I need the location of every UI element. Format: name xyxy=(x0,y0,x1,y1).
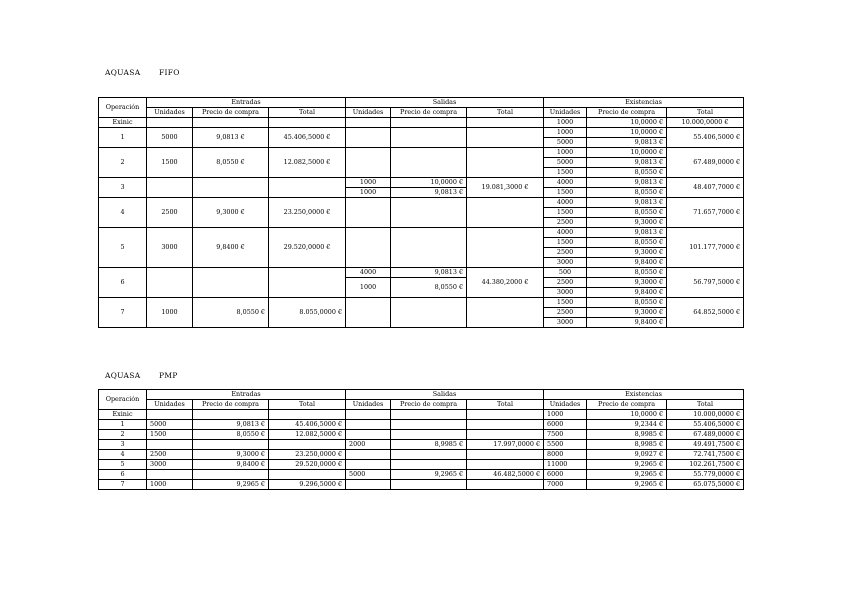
stock-total: 55.779,0000 € xyxy=(667,470,744,480)
stock-units: 1000 xyxy=(544,118,587,128)
in-units: 1000 xyxy=(147,480,193,490)
in-units: 3000 xyxy=(147,460,193,470)
stock-price: 9,0813 € xyxy=(587,228,667,238)
pmp-method: PMP xyxy=(159,371,178,380)
out-units: 1000 xyxy=(346,178,391,188)
stock-total: 67.489,0000 € xyxy=(667,430,744,440)
table-row xyxy=(99,228,744,238)
in-total xyxy=(269,178,346,198)
in-price: 9,2965 € xyxy=(193,480,269,490)
stock-total: 56.797,5000 € xyxy=(667,268,744,298)
stock-total: 55.406,5000 € xyxy=(667,128,744,148)
stock-price: 9,3000 € xyxy=(587,218,667,228)
stock-price: 10,0000 € xyxy=(587,128,667,138)
operation-cell: 3 xyxy=(99,440,147,450)
empty-cell xyxy=(391,118,467,128)
stock-units: 2500 xyxy=(544,308,587,318)
header-units: Unidades xyxy=(147,108,193,118)
out-price xyxy=(391,480,467,490)
out-total xyxy=(467,148,544,178)
stock-units: 1000 xyxy=(544,410,587,420)
in-price: 9,8400 € xyxy=(193,228,269,268)
in-units: 3000 xyxy=(147,228,193,268)
stock-total: 64.852,5000 € xyxy=(667,298,744,328)
stock-units: 5500 xyxy=(544,440,587,450)
header-entradas: Entradas xyxy=(147,390,346,400)
header-total: Total xyxy=(667,400,744,410)
header-row-groups xyxy=(99,390,744,400)
operation-cell: 2 xyxy=(99,148,147,178)
out-price: 9,2965 € xyxy=(391,470,467,480)
header-units: Unidades xyxy=(544,400,587,410)
out-price xyxy=(391,198,467,228)
stock-units: 1500 xyxy=(544,188,587,198)
out-units xyxy=(346,460,391,470)
stock-units: 500 xyxy=(544,268,587,278)
header-salidas: Salidas xyxy=(346,98,544,108)
out-total xyxy=(467,450,544,460)
header-price: Precio de compra xyxy=(193,108,269,118)
stock-units: 7000 xyxy=(544,480,587,490)
in-units xyxy=(147,268,193,298)
out-price xyxy=(391,430,467,440)
fifo-table xyxy=(98,97,744,328)
table-row xyxy=(99,450,744,460)
out-price xyxy=(391,410,467,420)
header-units: Unidades xyxy=(544,108,587,118)
header-existencias: Existencias xyxy=(544,390,744,400)
out-units: 4000 xyxy=(346,268,391,278)
out-units: 2000 xyxy=(346,440,391,450)
in-units: 5000 xyxy=(147,420,193,430)
in-units xyxy=(147,470,193,480)
stock-price: 9,3000 € xyxy=(587,248,667,258)
table-row xyxy=(99,148,744,158)
stock-price: 9,2965 € xyxy=(587,480,667,490)
stock-units: 6000 xyxy=(544,470,587,480)
stock-price: 9,0813 € xyxy=(587,138,667,148)
out-price xyxy=(391,460,467,470)
out-units xyxy=(346,148,391,178)
in-price xyxy=(193,440,269,450)
stock-units: 3000 xyxy=(544,288,587,298)
stock-units: 7500 xyxy=(544,430,587,440)
stock-price: 8,0550 € xyxy=(587,268,667,278)
empty-cell xyxy=(193,118,269,128)
in-units xyxy=(147,410,193,420)
out-total xyxy=(467,128,544,148)
table-row xyxy=(99,118,744,128)
in-units xyxy=(147,440,193,450)
stock-total: 67.489,0000 € xyxy=(667,148,744,178)
header-total: Total xyxy=(667,108,744,118)
operation-cell: 7 xyxy=(99,480,147,490)
in-total: 45.406,5000 € xyxy=(269,420,346,430)
out-total: 17.997,0000 € xyxy=(467,440,544,450)
operation-cell: 6 xyxy=(99,268,147,298)
out-price: 9,0813 € xyxy=(391,268,467,278)
in-total: 29.520,0000 € xyxy=(269,228,346,268)
stock-price: 9,2965 € xyxy=(587,470,667,480)
stock-total: 55.406,5000 € xyxy=(667,420,744,430)
header-total: Total xyxy=(269,400,346,410)
stock-units: 4000 xyxy=(544,198,587,208)
header-row-columns xyxy=(99,400,744,410)
stock-units: 1500 xyxy=(544,238,587,248)
pmp-title xyxy=(105,371,178,380)
header-units: Unidades xyxy=(346,108,391,118)
out-total: 19.081,3000 € xyxy=(467,178,544,198)
stock-units: 11000 xyxy=(544,460,587,470)
table-row xyxy=(99,440,744,450)
stock-units: 2500 xyxy=(544,278,587,288)
out-units xyxy=(346,228,391,268)
out-units xyxy=(346,430,391,440)
in-total xyxy=(269,470,346,480)
out-price: 10,0000 € xyxy=(391,178,467,188)
operation-cell: Exinic xyxy=(99,410,147,420)
in-units xyxy=(147,178,193,198)
header-row-columns xyxy=(99,108,744,118)
stock-price: 8,0550 € xyxy=(587,188,667,198)
table-row xyxy=(99,268,744,278)
stock-price: 9,3000 € xyxy=(587,278,667,288)
fifo-method: FIFO xyxy=(159,68,180,77)
stock-units: 3000 xyxy=(544,318,587,328)
out-units xyxy=(346,198,391,228)
stock-total: 65.075,5000 € xyxy=(667,480,744,490)
in-total: 12.082,5000 € xyxy=(269,430,346,440)
operation-cell: 3 xyxy=(99,178,147,198)
stock-units: 5000 xyxy=(544,158,587,168)
stock-units: 4000 xyxy=(544,178,587,188)
header-price: Precio de compra xyxy=(193,400,269,410)
in-total xyxy=(269,268,346,298)
out-total: 46.482,5000 € xyxy=(467,470,544,480)
table-row xyxy=(99,198,744,208)
empty-cell xyxy=(147,118,193,128)
operation-cell: 4 xyxy=(99,450,147,460)
stock-price: 8,9985 € xyxy=(587,430,667,440)
header-row-groups xyxy=(99,98,744,108)
out-units: 1000 xyxy=(346,278,391,298)
stock-units: 1000 xyxy=(544,128,587,138)
out-total xyxy=(467,298,544,328)
in-total: 23.250,0000 € xyxy=(269,450,346,460)
in-units: 1000 xyxy=(147,298,193,328)
header-entradas: Entradas xyxy=(147,98,346,108)
in-total xyxy=(269,440,346,450)
stock-units: 3000 xyxy=(544,258,587,268)
in-total: 9.296,5000 € xyxy=(269,480,346,490)
out-total xyxy=(467,410,544,420)
out-units xyxy=(346,410,391,420)
out-units: 5000 xyxy=(346,470,391,480)
stock-total: 102.261,7500 € xyxy=(667,460,744,470)
in-price: 9,3000 € xyxy=(193,450,269,460)
table-row xyxy=(99,420,744,430)
in-price xyxy=(193,470,269,480)
stock-units: 1500 xyxy=(544,298,587,308)
header-price: Precio de compra xyxy=(587,400,667,410)
in-price: 9,8400 € xyxy=(193,460,269,470)
header-price: Precio de compra xyxy=(587,108,667,118)
fifo-table-body xyxy=(99,98,744,328)
in-total: 45.406,5000 € xyxy=(269,128,346,148)
header-units: Unidades xyxy=(147,400,193,410)
header-operation: Operación xyxy=(99,390,147,410)
out-price xyxy=(391,228,467,268)
stock-price: 8,0550 € xyxy=(587,298,667,308)
table-row xyxy=(99,480,744,490)
empty-cell xyxy=(467,118,544,128)
in-units: 1500 xyxy=(147,148,193,178)
in-price xyxy=(193,178,269,198)
operation-cell: 5 xyxy=(99,460,147,470)
stock-units: 5000 xyxy=(544,138,587,148)
out-units xyxy=(346,128,391,148)
stock-total: 49.491,7500 € xyxy=(667,440,744,450)
in-price: 8,0550 € xyxy=(193,430,269,440)
header-units: Unidades xyxy=(346,400,391,410)
header-total: Total xyxy=(467,108,544,118)
empty-cell xyxy=(346,118,391,128)
empty-cell xyxy=(269,118,346,128)
table-row xyxy=(99,430,744,440)
stock-total: 48.407,7000 € xyxy=(667,178,744,198)
in-total: 29.520,0000 € xyxy=(269,460,346,470)
stock-price: 9,2344 € xyxy=(587,420,667,430)
out-price: 8,0550 € xyxy=(391,278,467,298)
stock-price: 9,8400 € xyxy=(587,258,667,268)
header-total: Total xyxy=(269,108,346,118)
out-units xyxy=(346,420,391,430)
stock-price: 9,0813 € xyxy=(587,198,667,208)
header-operation: Operación xyxy=(99,98,147,118)
out-price xyxy=(391,148,467,178)
table-row xyxy=(99,470,744,480)
out-price: 8,9985 € xyxy=(391,440,467,450)
stock-price: 9,8400 € xyxy=(587,288,667,298)
in-units: 5000 xyxy=(147,128,193,148)
in-price: 9,0813 € xyxy=(193,420,269,430)
in-price xyxy=(193,268,269,298)
out-price xyxy=(391,298,467,328)
stock-price: 8,9985 € xyxy=(587,440,667,450)
out-total xyxy=(467,420,544,430)
in-total: 23.250,0000 € xyxy=(269,198,346,228)
operation-cell: 2 xyxy=(99,430,147,440)
header-existencias: Existencias xyxy=(544,98,744,108)
header-total: Total xyxy=(467,400,544,410)
in-units: 2500 xyxy=(147,198,193,228)
in-units: 1500 xyxy=(147,430,193,440)
stock-total: 10.000,0000 € xyxy=(667,410,744,420)
in-price: 8,0550 € xyxy=(193,148,269,178)
stock-total: 10.000,0000 € xyxy=(667,118,744,128)
table-row xyxy=(99,410,744,420)
table-row xyxy=(99,298,744,308)
stock-units: 8000 xyxy=(544,450,587,460)
in-total xyxy=(269,410,346,420)
in-units: 2500 xyxy=(147,450,193,460)
stock-units: 1000 xyxy=(544,148,587,158)
stock-price: 9,0813 € xyxy=(587,158,667,168)
stock-price: 8,0550 € xyxy=(587,238,667,248)
operation-cell: 1 xyxy=(99,420,147,430)
out-price xyxy=(391,420,467,430)
header-price: Precio de compra xyxy=(391,400,467,410)
stock-price: 9,2965 € xyxy=(587,460,667,470)
fifo-title xyxy=(105,68,180,77)
stock-price: 10,0000 € xyxy=(587,410,667,420)
stock-price: 9,0813 € xyxy=(587,178,667,188)
stock-units: 2500 xyxy=(544,218,587,228)
out-total xyxy=(467,430,544,440)
table-row xyxy=(99,128,744,138)
out-total xyxy=(467,198,544,228)
stock-units: 2500 xyxy=(544,248,587,258)
operation-cell: 7 xyxy=(99,298,147,328)
stock-total: 72.741,7500 € xyxy=(667,450,744,460)
in-price: 9,0813 € xyxy=(193,128,269,148)
stock-total: 101.177,7000 € xyxy=(667,228,744,268)
stock-price: 9,0927 € xyxy=(587,450,667,460)
stock-price: 10,0000 € xyxy=(587,148,667,158)
fifo-company: AQUASA xyxy=(105,68,141,77)
stock-price: 9,8400 € xyxy=(587,318,667,328)
stock-units: 1500 xyxy=(544,168,587,178)
operation-cell: 5 xyxy=(99,228,147,268)
out-units xyxy=(346,450,391,460)
out-units xyxy=(346,298,391,328)
in-total: 12.082,5000 € xyxy=(269,148,346,178)
table-row xyxy=(99,178,744,188)
operation-cell: 6 xyxy=(99,470,147,480)
out-units: 1000 xyxy=(346,188,391,198)
operation-cell: 4 xyxy=(99,198,147,228)
table-row xyxy=(99,460,744,470)
pmp-table-body xyxy=(99,390,744,490)
stock-units: 4000 xyxy=(544,228,587,238)
out-price xyxy=(391,450,467,460)
header-salidas: Salidas xyxy=(346,390,544,400)
out-total xyxy=(467,460,544,470)
stock-total: 71.657,7000 € xyxy=(667,198,744,228)
stock-price: 10,0000 € xyxy=(587,118,667,128)
in-total: 8.055,0000 € xyxy=(269,298,346,328)
in-price: 9,3000 € xyxy=(193,198,269,228)
out-total xyxy=(467,228,544,268)
stock-units: 6000 xyxy=(544,420,587,430)
out-total xyxy=(467,480,544,490)
stock-price: 8,0550 € xyxy=(587,168,667,178)
in-price: 8,0550 € xyxy=(193,298,269,328)
operation-cell: 1 xyxy=(99,128,147,148)
header-price: Precio de compra xyxy=(391,108,467,118)
out-price: 9,0813 € xyxy=(391,188,467,198)
stock-price: 8,0550 € xyxy=(587,208,667,218)
out-units xyxy=(346,480,391,490)
pmp-table xyxy=(98,389,744,490)
operation-cell: Exinic xyxy=(99,118,147,128)
in-price xyxy=(193,410,269,420)
stock-price: 9,3000 € xyxy=(587,308,667,318)
out-price xyxy=(391,128,467,148)
stock-units: 1500 xyxy=(544,208,587,218)
out-total: 44.380,2000 € xyxy=(467,268,544,298)
pmp-company: AQUASA xyxy=(105,371,141,380)
